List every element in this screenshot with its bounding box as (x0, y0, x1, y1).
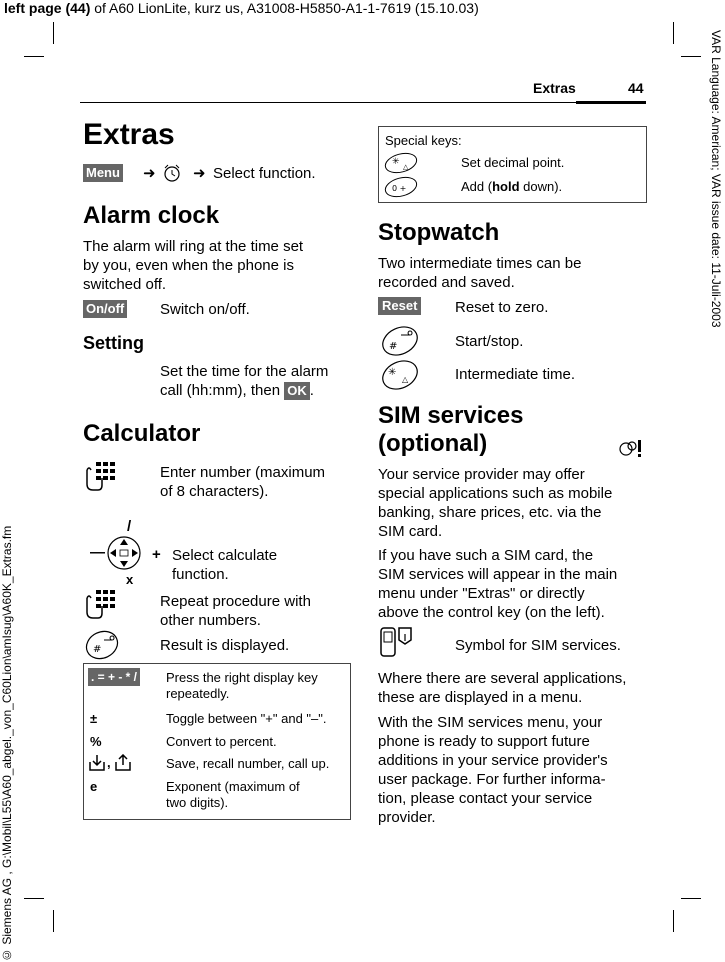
arrow-icon: ➜ (143, 165, 156, 182)
plus-minus-key: ± (90, 711, 98, 726)
header-bold: left page (44) (4, 0, 91, 16)
crop-mark (673, 910, 674, 932)
crop-mark (673, 22, 674, 44)
stopwatch-intro (378, 254, 581, 292)
sim-paragraph-3 (378, 669, 626, 707)
side-text-right: VAR Language: American; VAR issue date: 11-Juli-2003 (709, 30, 723, 328)
keypad-icon (84, 590, 116, 620)
save-recall-keys (88, 754, 138, 772)
setting-heading: Setting (83, 333, 144, 353)
text-line: provider. (378, 809, 436, 826)
text-line: Set the time for the alarm (160, 363, 329, 380)
calculator-heading: Calculator (83, 420, 201, 447)
text-line: these are displayed in a menu. (378, 689, 583, 706)
text-part: down). (519, 179, 563, 194)
sim-paragraph-2 (378, 546, 617, 622)
sim-heading-line: SIM services (378, 402, 524, 429)
table-text: Save, recall number, call up. (166, 756, 330, 771)
text-line: With the SIM services menu, your (378, 714, 603, 731)
calculator-key-table (83, 663, 351, 820)
crop-mark (24, 56, 44, 57)
reset-text: Reset to zero. (455, 299, 549, 316)
running-head-page: 44 (628, 80, 644, 96)
page-header (4, 0, 479, 16)
sim-paragraph-4 (378, 713, 608, 827)
table-text: Toggle between "+" and "–". (166, 711, 327, 726)
text-line: Select calculate (172, 547, 278, 564)
table-text (166, 670, 318, 702)
text-line: Exponent (maximum of (166, 779, 300, 794)
onoff-text: Switch on/off. (160, 301, 250, 318)
text-line: call (hh:mm), then (160, 382, 281, 399)
text-line: special applications such as mobile (378, 485, 613, 502)
text-line: Where there are several applications, (378, 670, 627, 687)
menu-path (83, 164, 123, 182)
star-key-icon (383, 151, 419, 175)
crop-mark (53, 22, 54, 44)
menu-key: Menu (83, 164, 123, 182)
sim-services-icon (379, 626, 415, 660)
text-line: recorded and saved. (378, 274, 515, 291)
network-dependent-icon (618, 438, 644, 460)
period: . (309, 382, 314, 399)
menu-path-text: Select function. (213, 165, 316, 182)
percent-key: % (90, 734, 102, 749)
setting-text (160, 362, 328, 400)
start-stop-text: Start/stop. (455, 333, 524, 350)
text-line: tion, please contact your service (378, 790, 593, 807)
crop-mark (53, 910, 54, 932)
repeat-text (160, 592, 311, 630)
svg-text:0 +: 0 + (392, 184, 407, 193)
alarm-heading: Alarm clock (83, 202, 220, 229)
crop-mark (24, 898, 44, 899)
header-rest: of A60 LionLite, kurz us, A31008-H5850-A1-1-7619 (15.10.03) (90, 0, 479, 16)
running-head-title: Extras (533, 80, 576, 96)
enter-number-text (160, 463, 325, 501)
text-bold: hold (492, 179, 520, 194)
crop-mark (681, 56, 701, 57)
text-line: Enter number (maximum (160, 464, 326, 481)
sim-paragraph-1 (378, 465, 612, 541)
header-rule-thick (576, 101, 646, 104)
crop-mark (681, 898, 701, 899)
text-line: additions in your service provider's (378, 752, 608, 769)
text-line: SIM card. (378, 523, 443, 540)
stopwatch-heading: Stopwatch (378, 219, 500, 246)
side-text-left: © Siemens AG , G:\Mobil\L55\A60_abgel._von_C60Lion\amIsug\A60K_Extras.fm (0, 525, 14, 962)
text-line: two digits). (166, 795, 229, 810)
nav-label-right: + (152, 546, 161, 563)
text-line: Repeat procedure with (160, 593, 311, 610)
svg-text:#: # (93, 644, 102, 655)
svg-text:✳: ✳ (388, 367, 397, 378)
text-line: repeatedly. (166, 686, 230, 701)
svg-text:△: △ (403, 163, 409, 171)
sim-heading (378, 402, 523, 458)
text-line: banking, share prices, etc. via the (378, 504, 602, 521)
sim-symbol-text: Symbol for SIM services. (455, 637, 621, 654)
star-key-icon (379, 359, 421, 391)
nav-label-left: — (90, 544, 105, 561)
special-keys-box (378, 126, 647, 203)
arrow-icon: ➜ (193, 165, 206, 182)
text-line: If you have such a SIM card, the (378, 547, 594, 564)
exponent-key: e (90, 779, 98, 794)
intermediate-text: Intermediate time. (455, 366, 576, 383)
decimal-point-text: Set decimal point. (461, 155, 565, 170)
onoff-key: On/off (83, 300, 127, 318)
text-line: SIM services will appear in the main (378, 566, 618, 583)
navigation-key-icon (106, 535, 142, 571)
alarm-clock-icon (162, 163, 182, 183)
page-title: Extras (83, 118, 175, 151)
text-line: menu under "Extras" or directly (378, 585, 585, 602)
text-line: Your service provider may offer (378, 466, 585, 483)
table-text: Convert to percent. (166, 734, 277, 749)
text-line: The alarm will ring at the time set (83, 238, 304, 255)
table-text (166, 779, 300, 811)
text-line: phone is ready to support future (378, 733, 590, 750)
hash-key-icon (84, 630, 120, 660)
text-line: other numbers. (160, 612, 261, 629)
reset-key: Reset (378, 297, 421, 315)
zero-key-icon (383, 175, 419, 199)
add-hold-text (461, 179, 562, 195)
result-text: Result is displayed. (160, 637, 290, 654)
text-line: of 8 characters). (160, 483, 269, 500)
select-function-text (172, 546, 277, 584)
svg-text:#: # (389, 341, 398, 352)
sim-heading-line: (optional) (378, 430, 488, 457)
keypad-icon (84, 462, 116, 492)
text-line: switched off. (83, 276, 167, 293)
svg-text:✳: ✳ (392, 157, 400, 167)
text-line: above the control key (on the left). (378, 604, 605, 621)
text-line: Two intermediate times can be (378, 255, 582, 272)
header-rule (80, 102, 576, 103)
special-keys-title: Special keys: (385, 133, 462, 148)
alarm-intro (83, 237, 303, 294)
nav-label-bottom: x (126, 572, 134, 587)
separator: , (107, 755, 111, 770)
text-line: by you, even when the phone is (83, 257, 294, 274)
text-line: user package. For further informa- (378, 771, 606, 788)
hash-key-icon (379, 325, 421, 357)
text-line: function. (172, 566, 229, 583)
calc-keys: . = + - * / (88, 668, 140, 686)
recall-icon (114, 754, 132, 772)
text-part: Add ( (461, 179, 493, 194)
nav-label-top: / (127, 518, 132, 535)
ok-key: OK (284, 382, 310, 400)
svg-text:△: △ (402, 375, 409, 384)
text-line: Press the right display key (166, 670, 318, 685)
save-icon (88, 754, 106, 772)
nav-key-diagram (84, 518, 164, 590)
